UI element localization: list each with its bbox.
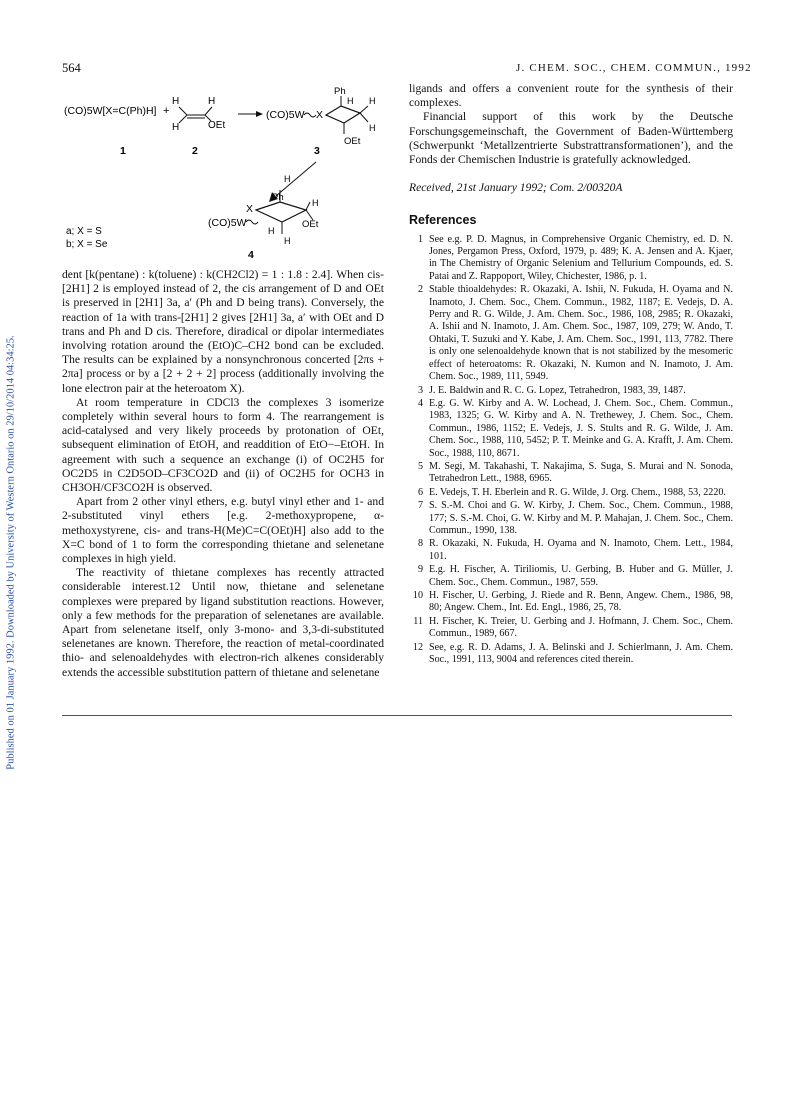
acknowledgement-paragraph: Financial support of this work by the Deutsche Forschungsgemeinschaft, the Government of Baden-Württemberg (Schwerpunkt ‘Metallzentrierte Substrattransformationen’), and the Fonds der Chemischen Industrie is gratefully acknowledged. [409, 110, 733, 167]
reference-text: H. Fischer, K. Treier, U. Gerbing and J. Hofmann, J. Chem. Soc., Chem. Commun., 1989, 667. [429, 615, 733, 640]
thietane-ring-4 [256, 174, 319, 246]
reference-text: E.g. H. Fischer, A. Tiriliomis, U. Gerbing, B. Huber and G. Müller, J. Chem. Soc., Chem. Commun., 1987, 559. [429, 564, 733, 588]
reference-text: Stable thioaldehydes: R. Okazaki, A. Ishii, N. Fukuda, H. Oyama and N. Inamoto, J. Chem. Soc., Chem. Commun., 1982, 1187; E. Vedejs, D. A. Perry and R. G. Wilde, J. Am. Chem. Soc., 1986, 108, 2985; R. Okazaki, A. Ishii and N. Inamoto, J. Am. Chem. Soc., 1987, 109, 279; W. Ando, T. Ohtaki, T. Suzuki and Y. Kabe, J. Am. Chem. Soc., 1991, 113, 7782. There is only one selenoaldehyde known that is not stabilized by the mesomeric effect of heteroatoms: R. Okazaki, N. Kumon and N. Inamoto, J. Am. Chem. Soc., 1989, 111, 5949. [429, 284, 733, 383]
body-paragraph: At room temperature in CDCl3 the complexes 3 isomerize completely within several hours to form 4. The rearrangement is acid-catalysed and very likely proceeds by protonation of OEt, subsequent elimination of EtOH, and readdition of EtO−–EtOH. In agreement with such a sequence an exchange (i) of OC2H5 for OC2D5 in C2D5OD–CF3CO2D and (ii) of OC2H5 for OCH3 in CH3OH/CF3CO2H is observed. [62, 395, 384, 495]
reference-number: 5 [417, 460, 423, 472]
download-watermark [0, 0, 22, 1104]
reference-text: E. Vedejs, T. H. Eberlein and R. G. Wilde, J. Org. Chem., 1988, 53, 2220. [429, 486, 726, 498]
page-number: 564 [62, 61, 81, 75]
body-paragraph: The reactivity of thietane complexes has recently attracted considerable interest.12 Until now, thietane and selenetane complexes were prepared by ligand substitution reactions. However, only a few methods for the preparation of selenetanes are available. Apart from selenetane itself, only 3-mono- and 3,3-di-substituted selenetanes are known. Therefore, the reaction of metal-coordinated thio- and selenoaldehydes with electron-rich alkenes considerably extends the accessible substitution pattern of thietane and selenetane [62, 566, 384, 679]
reference-number: 10 [412, 590, 423, 601]
heteroatom-x-label: X [316, 109, 324, 121]
label-3: 3 [314, 145, 320, 157]
body-paragraph: Apart from 2 other vinyl ethers, e.g. butyl vinyl ether and 1- and 2-substituted vinyl ethers [e.g. 2-methoxypropene, α-methoxystyrene, cis- and trans-H(Me)C=C(OEt)H] also add to the X=C bond of 1 to form the corresponding thietane and selenetane complexes in high yield. [62, 495, 384, 566]
reference-number: 9 [417, 564, 423, 576]
right-column [409, 82, 733, 667]
reference-number: 6 [417, 486, 423, 498]
legend-b: b; X = Se [66, 239, 108, 250]
h-label: H [208, 96, 216, 107]
reference-text: S. S.-M. Choi and G. W. Kirby, J. Chem. Soc., Chem. Commun., 1988, 177; S. S.-M. Choi, G. W. Kirby and M. P. Mahajan, J. Chem. Soc., Chem. Commun., 1990, 138. [429, 500, 733, 536]
body-paragraph: ligands and offers a convenient route for the synthesis of their complexes. [409, 82, 733, 110]
oet-label: OEt [302, 219, 319, 230]
reference-text: See e.g. P. D. Magnus, in Comprehensive Organic Chemistry, ed. D. N. Jones, Pergamon Press, Oxford, 1979, p. 489; K. A. Jensen and A. Kjaer, in The Chemistry of Organic Selenium and Tellurium Compounds, ed. S. Patai and Z. Rappoport, Wiley, Chichester, 1986, p. 1. [429, 233, 733, 282]
h-label: H [369, 123, 376, 133]
reference-number: 11 [413, 615, 423, 627]
reference-text: M. Segi, M. Takahashi, T. Nakajima, S. Suga, S. Murai and N. Sonoda, Tetrahedron Lett., 1988, 6965. [429, 460, 733, 485]
h-label: H [172, 122, 180, 133]
reaction-scheme-drawing [58, 82, 398, 262]
reference-text: J. E. Baldwin and R. C. G. Lopez, Tetrahedron, 1983, 39, 1487. [429, 384, 686, 396]
reference-number: 12 [412, 641, 423, 653]
label-2: 2 [192, 145, 198, 157]
journal-header: J. CHEM. SOC., CHEM. COMMUN., 1992 [516, 62, 752, 74]
received-date: Received, 21st January 1992; Com. 2/00320A [409, 181, 623, 195]
oet-label: OEt [208, 120, 226, 131]
reference-text: E.g. G. W. Kirby and A. W. Lochead, J. Chem. Soc., Chem. Commun., 1983, 1325; G. W. Kirby and A. N. Trethewey, J. Chem. Soc., Chem. Commun., 1986, 1152; E. Vedejs, J. S. Stults and R. G. Wilde, J. Am. Chem. Soc., 1988, 110, 5452; P. T. Meinke and G. A. Krafft, J. Am. Chem. Soc., 1988, 110, 8671. [429, 397, 733, 459]
phenyl-label: Ph [334, 86, 346, 97]
reference-number: 7 [417, 500, 423, 512]
h-label: H [268, 226, 275, 236]
reference-item [409, 616, 733, 641]
reference-item [409, 590, 733, 615]
body-paragraph: dent [k(pentane) : k(toluene) : k(CH2Cl2) = 1 : 1.8 : 2.4]. When cis-[2H1] 2 is employed instead of 2, the cis arrangement of D and OEt is preserved in [2H1] 3a, a′ (Ph and D being trans). Conversely, the reaction of 1a with trans-[2H1] 2 gives [2H1] 3a, a′ with OEt and D trans and Ph and D cis. Therefore, diradical or dipolar intermediates involving rotation around the (EtO)C–CH2 bond can be excluded. The results can be explained by a nonsynchronous concerted [2πs + 2πa] process or by a [2 + 2 + 2] process (additionally involving the lone electron pair at the heteroatom X). [62, 268, 384, 395]
h-label: H [312, 198, 319, 208]
download-watermark-text: Published on 01 January 1992. Downloaded by University of Western Ontario on 29/10/2014 04:34:25. [5, 334, 17, 770]
reference-number: 1 [417, 233, 423, 245]
reference-number: 3 [417, 384, 423, 396]
label-4: 4 [248, 249, 254, 261]
reference-number: 8 [417, 538, 423, 550]
reference-item [409, 642, 733, 667]
h-label: H [347, 96, 354, 106]
reference-item [409, 461, 733, 486]
references-heading: References [409, 213, 477, 228]
label-1: 1 [120, 145, 126, 157]
reference-item [409, 487, 733, 499]
h-label: H [284, 174, 291, 184]
reference-item [409, 234, 733, 284]
thietane-ring-3 [326, 86, 376, 147]
reference-text: R. Okazaki, N. Fukuda, H. Oyama and N. Inamoto, Chem. Lett., 1984, 101. [429, 538, 733, 562]
compound-3-metal: (CO)5W [266, 109, 305, 121]
vinyl-ether-structure [172, 96, 225, 133]
h-label: H [284, 236, 291, 246]
reference-item [409, 538, 733, 563]
reference-number: 4 [417, 397, 423, 409]
reaction-scheme [58, 82, 398, 262]
legend-a: a; X = S [66, 226, 102, 237]
phenyl-label: Ph [272, 192, 284, 203]
left-column [62, 268, 384, 680]
reference-item [409, 284, 733, 383]
page-bottom-rule [62, 715, 732, 716]
reference-number: 2 [417, 284, 423, 296]
h-label: H [369, 96, 376, 106]
plus-sign: + [163, 105, 170, 117]
reference-item [409, 500, 733, 537]
reference-item [409, 385, 733, 397]
h-label: H [172, 96, 180, 107]
heteroatom-x-label: X [246, 203, 254, 215]
references-list [409, 234, 733, 667]
reference-text: See, e.g. R. D. Adams, J. A. Belinski and J. Schierlmann, J. Am. Chem. Soc., 1991, 113, 9004 and references cited therein. [429, 641, 733, 666]
reference-item [409, 398, 733, 460]
reference-text: H. Fischer, U. Gerbing, J. Riede and R. Benn, Angew. Chem., 1986, 98, 80; Angew. Chem., Int. Ed. Engl., 1986, 25, 78. [429, 590, 733, 614]
oet-label: OEt [344, 136, 361, 147]
compound-1-formula: (CO)5W[X=C(Ph)H] [64, 105, 157, 117]
reference-item [409, 564, 733, 589]
compound-4-metal: (CO)5W [208, 217, 247, 229]
